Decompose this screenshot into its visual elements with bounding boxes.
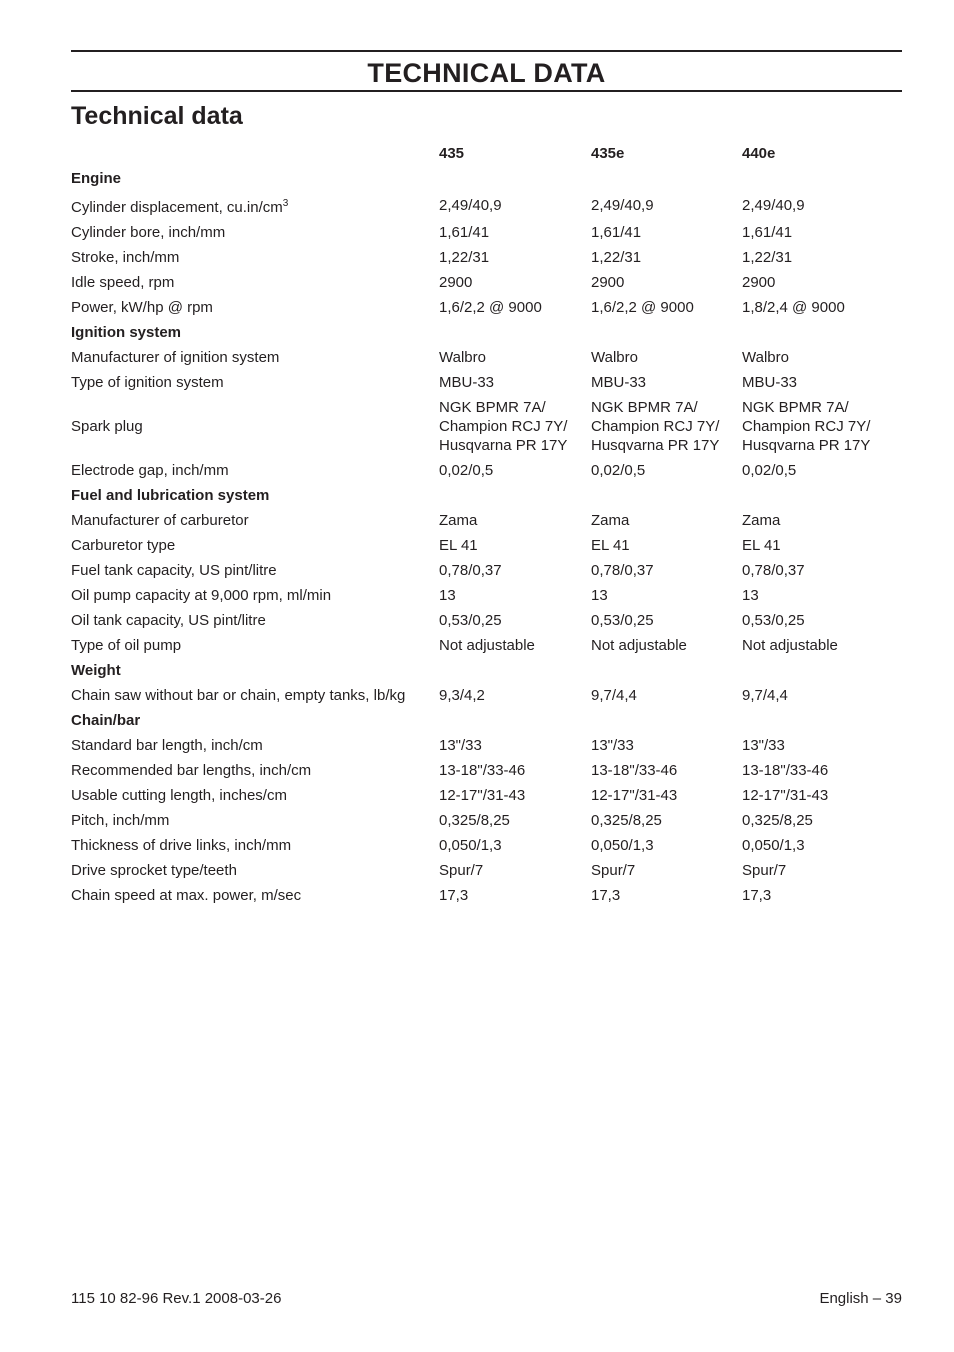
section-title: Technical data [71,102,243,130]
spec-label: Electrode gap, inch/mm [71,462,229,479]
spec-value-435e: 17,3 [591,887,621,904]
spec-value-440e: Not adjustable [742,637,838,654]
spec-value-440e [742,395,902,458]
spec-label-cell [71,858,439,883]
spec-value-435e: 1,6/2,2 @ 9000 [591,299,694,316]
spec-value-line: Champion RCJ 7Y/ [439,418,568,435]
spec-value-435: Zama [439,512,478,529]
table-row [71,370,902,395]
spec-label: Thickness of drive links, inch/mm [71,837,292,854]
spec-value-435e: 0,53/0,25 [591,612,654,629]
table-row [71,758,902,783]
spec-label-cell [71,220,439,245]
spec-label-cell [71,270,439,295]
spec-value-435: 9,3/4,2 [439,687,485,704]
group-heading: Fuel and lubrication system [71,487,270,504]
spec-value-435: MBU-33 [439,374,495,391]
group-heading-row [71,320,902,345]
spec-label: Standard bar length, inch/cm [71,737,263,754]
spec-value-435e: 12-17"/31-43 [591,787,678,804]
table-row [71,733,902,758]
table-row [71,508,902,533]
spec-value-435: 2900 [439,274,473,291]
spec-value-440e: Walbro [742,349,789,366]
table-row [71,833,902,858]
table-row [71,558,902,583]
spec-label: Drive sprocket type/teeth [71,862,237,879]
spec-label: Type of oil pump [71,637,182,654]
spec-value-435: EL 41 [439,537,478,554]
spec-label: Pitch, inch/mm [71,812,170,829]
table-row [71,783,902,808]
spec-value-440e: 9,7/4,4 [742,687,788,704]
table-row [71,220,902,245]
spec-value-440e: 0,78/0,37 [742,562,805,579]
spec-label-cell [71,883,439,908]
spec-label-cell [71,833,439,858]
spec-label: Stroke, inch/mm [71,249,180,266]
group-heading-row [71,166,902,191]
spec-value-440e: 13 [742,587,759,604]
spec-label: Oil pump capacity at 9,000 rpm, ml/min [71,587,332,604]
banner-title: TECHNICAL DATA [367,58,606,88]
spec-value-440e: Spur/7 [742,862,787,879]
table-row [71,808,902,833]
spec-value-line: Husqvarna PR 17Y [591,437,720,454]
spec-label-cell [71,583,439,608]
spec-value-435: 0,325/8,25 [439,812,510,829]
table-row [71,633,902,658]
spec-value-435: 1,61/41 [439,224,490,241]
column-header-435: 435 [439,145,465,162]
spec-value-435e: 2900 [591,274,625,291]
group-heading: Chain/bar [71,712,141,729]
spec-label-superscript: 3 [282,198,289,209]
spec-label-cell [71,783,439,808]
spec-value-435e: 2,49/40,9 [591,197,654,214]
column-header-435e: 435e [591,145,625,162]
spec-value-440e: 13-18"/33-46 [742,762,829,779]
spec-label: Chain speed at max. power, m/sec [71,887,302,904]
spec-label-cell [71,758,439,783]
spec-label-cell [71,558,439,583]
spec-value-440e: 12-17"/31-43 [742,787,829,804]
spec-value-435: 2,49/40,9 [439,197,502,214]
spec-value-440e: 17,3 [742,887,772,904]
spec-value-435e: MBU-33 [591,374,647,391]
spec-label: Idle speed, rpm [71,274,175,291]
footer-page-number: English – 39 [819,1290,902,1307]
spec-value-435e [591,395,742,458]
spec-value-435: 13-18"/33-46 [439,762,526,779]
spec-value-440e: 1,61/41 [742,224,793,241]
table-header-row [71,141,902,166]
spec-value-435: 0,53/0,25 [439,612,502,629]
spec-label-cell [71,533,439,558]
spec-value-435: 17,3 [439,887,469,904]
spec-label: Spark plug [71,418,143,435]
spec-value-435e: EL 41 [591,537,630,554]
spec-value-440e: 2,49/40,9 [742,197,805,214]
spec-value-435: 0,02/0,5 [439,462,494,479]
spec-label-cell [71,608,439,633]
spec-label: Cylinder bore, inch/mm [71,224,226,241]
table-row [71,608,902,633]
group-heading-row [71,708,902,733]
group-heading-row [71,483,902,508]
spec-label: Cylinder displacement, cu.in/cm [71,199,283,216]
spec-label: Carburetor type [71,537,176,554]
spec-value-435e: 0,050/1,3 [591,837,654,854]
spec-label: Usable cutting length, inches/cm [71,787,287,804]
spec-label: Type of ignition system [71,374,224,391]
spec-value-435e: Spur/7 [591,862,636,879]
column-header-440e: 440e [742,145,776,162]
table-row [71,245,902,270]
spec-label: Manufacturer of carburetor [71,512,249,529]
page-header-banner [71,50,902,92]
table-row [71,533,902,558]
spec-value-440e: Zama [742,512,781,529]
spec-label-cell [71,395,439,458]
spec-value-435: Spur/7 [439,862,484,879]
spec-value-435e: 13-18"/33-46 [591,762,678,779]
table-row [71,270,902,295]
spec-value-line: NGK BPMR 7A/ [591,399,698,416]
spec-value-435e: Walbro [591,349,638,366]
spec-value-435e: 0,02/0,5 [591,462,646,479]
group-heading: Ignition system [71,324,182,341]
spec-label-cell [71,808,439,833]
spec-label-cell [71,370,439,395]
spec-value-435: 0,78/0,37 [439,562,502,579]
table-row [71,191,902,220]
spec-value-435 [439,395,591,458]
spec-value-440e: 13"/33 [742,737,785,754]
spec-table-body [71,141,902,908]
spec-value-435e: Not adjustable [591,637,687,654]
table-row [71,858,902,883]
footer-doc-id: 115 10 82-96 Rev.1 2008-03-26 [71,1290,282,1307]
spec-value-440e: 0,325/8,25 [742,812,813,829]
table-row [71,458,902,483]
table-row [71,583,902,608]
table-row [71,883,902,908]
spec-value-435e: 9,7/4,4 [591,687,637,704]
spec-value-435: Not adjustable [439,637,535,654]
spec-value-435e: 0,78/0,37 [591,562,654,579]
spec-value-line: Champion RCJ 7Y/ [591,418,720,435]
table-row [71,683,902,708]
spec-label: Oil tank capacity, US pint/litre [71,612,266,629]
spec-label-cell [71,458,439,483]
spec-value-435e: 13 [591,587,608,604]
table-row [71,395,902,458]
spec-label-cell [71,733,439,758]
spec-value-440e: 1,8/2,4 @ 9000 [742,299,845,316]
spec-value-440e: EL 41 [742,537,781,554]
spec-label-cell [71,245,439,270]
spec-value-440e: MBU-33 [742,374,798,391]
group-heading: Weight [71,662,121,679]
spec-value-435e: Zama [591,512,630,529]
spec-value-435: 13 [439,587,456,604]
group-heading-row [71,658,902,683]
spec-label: Fuel tank capacity, US pint/litre [71,562,277,579]
spec-value-440e: 0,050/1,3 [742,837,805,854]
spec-label-cell [71,508,439,533]
spec-value-440e: 2900 [742,274,776,291]
spec-label-cell [71,295,439,320]
spec-label-cell [71,345,439,370]
spec-value-435: Walbro [439,349,486,366]
table-row [71,295,902,320]
column-header-label [71,141,439,166]
spec-value-435e: 1,61/41 [591,224,642,241]
table-row [71,345,902,370]
spec-value-440e: 1,22/31 [742,249,793,266]
spec-value-435: 12-17"/31-43 [439,787,526,804]
group-heading: Engine [71,170,122,187]
spec-label: Power, kW/hp @ rpm [71,299,213,316]
spec-value-line: Husqvarna PR 17Y [742,437,871,454]
spec-value-435: 13"/33 [439,737,482,754]
spec-value-435e: 13"/33 [591,737,634,754]
spec-value-435: 1,22/31 [439,249,490,266]
spec-label-cell [71,191,439,220]
spec-table [71,141,902,908]
spec-value-435: 0,050/1,3 [439,837,502,854]
spec-value-435e: 0,325/8,25 [591,812,662,829]
spec-label: Manufacturer of ignition system [71,349,280,366]
spec-value-line: Husqvarna PR 17Y [439,437,568,454]
spec-value-440e: 0,02/0,5 [742,462,797,479]
spec-value-435: 1,6/2,2 @ 9000 [439,299,542,316]
spec-value-line: NGK BPMR 7A/ [439,399,546,416]
spec-value-line: Champion RCJ 7Y/ [742,418,871,435]
spec-value-440e: 0,53/0,25 [742,612,805,629]
spec-label-cell [71,683,439,708]
spec-value-435e: 1,22/31 [591,249,642,266]
spec-label-cell [71,633,439,658]
spec-value-line: NGK BPMR 7A/ [742,399,849,416]
spec-label: Recommended bar lengths, inch/cm [71,762,312,779]
spec-label: Chain saw without bar or chain, empty tanks, lb/kg [71,687,406,704]
